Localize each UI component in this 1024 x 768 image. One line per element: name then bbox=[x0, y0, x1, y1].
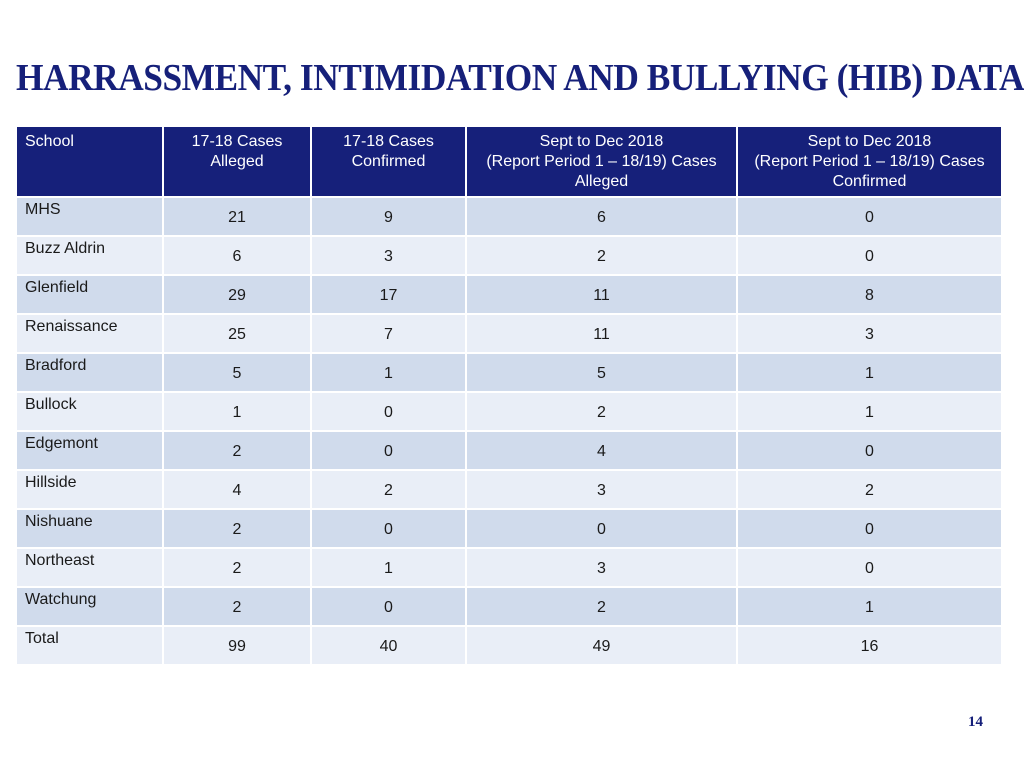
school-cell: Edgemont bbox=[17, 430, 164, 469]
school-cell: Bullock bbox=[17, 391, 164, 430]
header-1718-confirmed-line1: 17-18 Cases bbox=[343, 133, 434, 150]
confirmed-rp1-cell: 0 bbox=[738, 196, 1001, 235]
header-rp1-alleged-line1: Sept to Dec 2018 bbox=[539, 133, 664, 150]
alleged-1718-cell: 2 bbox=[164, 547, 312, 586]
confirmed-rp1-cell: 1 bbox=[738, 586, 1001, 625]
alleged-rp1-cell: 3 bbox=[467, 547, 738, 586]
confirmed-1718-cell: 0 bbox=[312, 586, 467, 625]
header-1718-alleged bbox=[164, 127, 312, 196]
alleged-rp1-cell: 2 bbox=[467, 391, 738, 430]
alleged-1718-cell: 2 bbox=[164, 508, 312, 547]
confirmed-1718-cell: 17 bbox=[312, 274, 467, 313]
header-1718-alleged-line1: 17-18 Cases bbox=[191, 133, 283, 150]
table-row bbox=[17, 469, 1001, 508]
table-row bbox=[17, 547, 1001, 586]
table-header-row bbox=[17, 127, 1001, 196]
alleged-rp1-cell: 49 bbox=[467, 625, 738, 664]
alleged-1718-cell: 6 bbox=[164, 235, 312, 274]
table-row bbox=[17, 508, 1001, 547]
alleged-1718-cell: 4 bbox=[164, 469, 312, 508]
school-cell: Watchung bbox=[17, 586, 164, 625]
confirmed-1718-cell: 0 bbox=[312, 430, 467, 469]
alleged-rp1-cell: 11 bbox=[467, 274, 738, 313]
confirmed-rp1-cell: 1 bbox=[738, 352, 1001, 391]
alleged-rp1-cell: 0 bbox=[467, 508, 738, 547]
header-1718-confirmed bbox=[312, 127, 467, 196]
table-row bbox=[17, 352, 1001, 391]
table-row bbox=[17, 391, 1001, 430]
header-rp1-alleged-line3: Alleged bbox=[574, 173, 629, 190]
confirmed-rp1-cell: 1 bbox=[738, 391, 1001, 430]
hib-data-table bbox=[17, 127, 1001, 664]
confirmed-rp1-cell: 0 bbox=[738, 430, 1001, 469]
header-1718-alleged-line2: Alleged bbox=[210, 153, 264, 170]
alleged-rp1-cell: 2 bbox=[467, 235, 738, 274]
confirmed-1718-cell: 3 bbox=[312, 235, 467, 274]
confirmed-rp1-cell: 0 bbox=[738, 547, 1001, 586]
alleged-rp1-cell: 6 bbox=[467, 196, 738, 235]
table-row-total bbox=[17, 625, 1001, 664]
alleged-rp1-cell: 4 bbox=[467, 430, 738, 469]
confirmed-rp1-cell: 8 bbox=[738, 274, 1001, 313]
table-row bbox=[17, 313, 1001, 352]
alleged-1718-cell: 1 bbox=[164, 391, 312, 430]
table-row bbox=[17, 274, 1001, 313]
confirmed-1718-cell: 1 bbox=[312, 547, 467, 586]
alleged-rp1-cell: 5 bbox=[467, 352, 738, 391]
header-rp1-alleged-line2: (Report Period 1 – 18/19) Cases bbox=[486, 153, 717, 170]
school-cell: Nishuane bbox=[17, 508, 164, 547]
header-rp1-confirmed-line2: (Report Period 1 – 18/19) Cases bbox=[754, 153, 985, 170]
confirmed-1718-cell: 0 bbox=[312, 391, 467, 430]
header-school-line1: School bbox=[25, 133, 74, 150]
page-number: 14 bbox=[968, 714, 983, 730]
confirmed-rp1-cell: 0 bbox=[738, 508, 1001, 547]
slide-title: HARRASSMENT, INTIMIDATION AND BULLYING (HIB) DATA bbox=[16, 57, 1024, 99]
alleged-rp1-cell: 3 bbox=[467, 469, 738, 508]
header-1718-confirmed-line2: Confirmed bbox=[351, 153, 426, 170]
table-row bbox=[17, 586, 1001, 625]
confirmed-1718-cell: 7 bbox=[312, 313, 467, 352]
table-row bbox=[17, 196, 1001, 235]
alleged-rp1-cell: 11 bbox=[467, 313, 738, 352]
table-row bbox=[17, 430, 1001, 469]
school-cell: MHS bbox=[17, 196, 164, 235]
header-rp1-confirmed-line1: Sept to Dec 2018 bbox=[807, 133, 932, 150]
confirmed-rp1-cell: 0 bbox=[738, 235, 1001, 274]
header-rp1-confirmed-line3: Confirmed bbox=[832, 173, 907, 190]
table-row bbox=[17, 235, 1001, 274]
alleged-1718-cell: 99 bbox=[164, 625, 312, 664]
school-cell: Renaissance bbox=[17, 313, 164, 352]
confirmed-1718-cell: 1 bbox=[312, 352, 467, 391]
school-cell: Northeast bbox=[17, 547, 164, 586]
alleged-1718-cell: 2 bbox=[164, 430, 312, 469]
confirmed-1718-cell: 9 bbox=[312, 196, 467, 235]
alleged-1718-cell: 5 bbox=[164, 352, 312, 391]
confirmed-1718-cell: 0 bbox=[312, 508, 467, 547]
confirmed-rp1-cell: 3 bbox=[738, 313, 1001, 352]
school-cell: Glenfield bbox=[17, 274, 164, 313]
header-rp1-alleged bbox=[467, 127, 738, 196]
alleged-1718-cell: 29 bbox=[164, 274, 312, 313]
confirmed-rp1-cell: 2 bbox=[738, 469, 1001, 508]
school-cell: Hillside bbox=[17, 469, 164, 508]
confirmed-1718-cell: 40 bbox=[312, 625, 467, 664]
header-school bbox=[17, 127, 164, 196]
header-rp1-confirmed bbox=[738, 127, 1001, 196]
alleged-1718-cell: 25 bbox=[164, 313, 312, 352]
school-cell: Bradford bbox=[17, 352, 164, 391]
confirmed-1718-cell: 2 bbox=[312, 469, 467, 508]
school-cell: Buzz Aldrin bbox=[17, 235, 164, 274]
alleged-1718-cell: 2 bbox=[164, 586, 312, 625]
school-cell: Total bbox=[17, 625, 164, 664]
alleged-1718-cell: 21 bbox=[164, 196, 312, 235]
alleged-rp1-cell: 2 bbox=[467, 586, 738, 625]
confirmed-rp1-cell: 16 bbox=[738, 625, 1001, 664]
